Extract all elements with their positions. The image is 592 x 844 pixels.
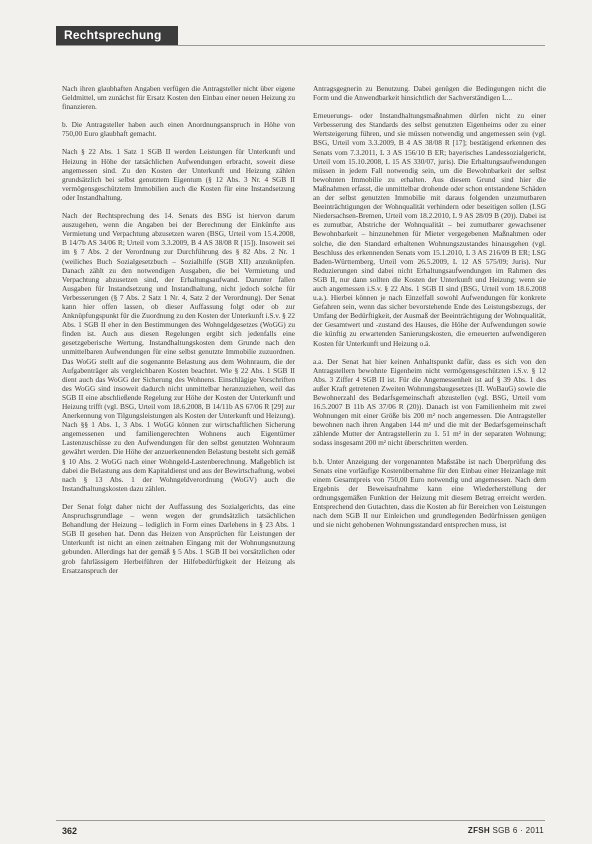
paragraph: Nach ihren glaubhaften Angaben verfügen die Antragsteller nicht über eigene Geldmittel, um zunächst für Ersatz Kosten den Einbau einer neuen Heizung zu finanzieren. <box>62 84 295 112</box>
paragraph: Antragsgegnerin zu Benutzung. Dabei genügen die Bedingungen nicht die Form und die Anwendbarkeit hinsichtlich der Sachverständigen L... <box>313 84 546 103</box>
paragraph: a.a. Der Senat hat hier keinen Anhaltspunkt dafür, dass es sich von den Antragstellern bewohnte Eigenheim nicht vermögensgeschützten i.S.v. § 12 Abs. 3 Ziffer 4 SGB II ist. Für die Angemessenheit ist auf § 39 Abs. 1 des außer Kraft getretenen Zweiten Wohnungsbaugesetzes (II. WoBauG) sowie die Bewohnerzahl des Bedarfsgemeinschaft abzustellen (vgl. BSG, Urteil vom 16.5.2007 B 11b AS 37/06 R (20)). Danach ist von Familienheim mit zwei Wohnungen mit einer Größe bis 200 m² noch angemessen. Die Antragsteller bewohnen nach ihren Angaben 144 m² und die mit der Bedarfsgemeinschaft zählende Mutter der Antragstellerin zu 1. 51 m² in der separaten Wohnung; sodass insgesamt 200 m² nicht überschritten werden. <box>313 356 546 448</box>
paragraph: Nach § 22 Abs. 1 Satz 1 SGB II werden Leistungen für Unterkunft und Heizung in Höhe der tatsächlichen Aufwendungen erbracht, soweit diese angemessen sind. Zu den Kosten der Unterkunft und Heizung zählen grundsätzlich bei selbst genutztem Eigentum (§ 12 Abs. 3 Nr. 4 SGB II vermögensgeschütztem Immobilien auch die Kosten für eine Instandsetzung oder Instandhaltung. <box>62 147 295 202</box>
journal-name: ZFSH <box>467 826 490 835</box>
right-column <box>313 84 546 684</box>
left-column <box>62 84 295 812</box>
paragraph: Erneuerungs- oder Instandhaltungsmaßnahmen dürfen nicht zu einer Verbesserung des Standards des selbst genutzten Eigenheims oder zu einer Wertsteigerung führen, und sie müssen notwendig und angemessen sein (vgl. BSG, Urteil vom 3.3.2009, B 4 AS 38/08 R [17]; bestätigend erkennen des Senats vom 7.3.2011, L 3 AS 156/10 B ER; bayerisches Landessozialgericht, Urteil vom 15.10.2008, L 15 AS 330/07, juris). Die Erhaltungsaufwendungen müssen in jedem Fall notwendig sein, um die Bewohnbarkeit der selbst bewohnten Immobilie zu erhalten. Aus diesem Grund sind hier die Maßnahmen erfasst, die unmittelbar drohende oder schon entstandene Schäden an der selbst genutzten Immobilie mit daraus folgenden unzumutbaren Beeinträchtigungen der Wohnqualität verhindern oder beseitigen sollen (LSG Niedersachsen-Bremen, Urteil vom 18.2.2010, L 9 AS 28/09 B (20)). Dabei ist es zumutbar, Abstriche der Wohnqualität – bei zumutbarer gewachsener Bewohnbarkeit – hinzunehmen für Mieter vergegebenen Maßnahmen oder solche, die den Standard erhaltenen Wohnungszustandes hinausgehen (vgl. Beschluss des erkennenden Senats vom 15.1.2010, L 3 AS 216/09 B ER; LSG Baden-Württemberg, Urteil vom 26.5.2009, L 12 AS 575/09; Juris). Nur Reduzierungen sind dabei nicht Erhaltungsaufwendungen im Rahmen des SGB II, nur dann sollten die Kosten der Unterkunft und Heizung; wenn sie auch angemessen i.S.v. § 22 Abs. 1 SGB II sind (BSG, Urteil vom 18.6.2008 u.a.). Hierbei können je nach Einzelfall sowohl Aufwendungen für konkrete Gefahren sein, wenn das sicher bevorstehende Ende des Leistungsbezugs, der Umfang der Bedürftigkeit, der Ausmaß der Beeinträchtigung der Wohnqualität, der Gesamtwert und -zustand des Hauses, die Höhe der Aufwendungen sowie die künftig zu erwartenden Sanierungskosten, die erneuerten aufwendigeren Kosten für Unterkunft und Heizung o.ä. <box>313 111 546 348</box>
paragraph: Nach der Rechtsprechung des 14. Senats des BSG ist hiervon darum auszugehen, wenn die Angaben bei der Berechnung der Einkünfte aus Vermietung und Verpachtung abzusetzen waren (BSG, Urteil vom 15.4.2008, B 14/7b AS 34/06 R; Urteil vom 3.3.2009, B 4 AS 38/08 R [15]). Insoweit sei im § 7 Abs. 2 der Verordnung zur Durchführung des § 82 Abs. 2 Nr. 1 (weiliches Buch Sozialgesetzbuch – Sozialhilfe (SGB XII) anzuknüpfen. Danach zählt zu den notwendigen Ausgaben, die bei Vermietung und Verpachtung abzusetzen sind, der Erhaltungsaufwand. Darunter fallen Ausgaben für Instandsetzung und Instandhaltung, nicht jedoch solche für Verbesserungen (§ 7 Abs. 2 Satz 1 Nr. 4, Satz 2 der Verordnung). Der Senat kann hier offen lassen, ob dieser Auffassung folgt oder ob zur Anknüpfungspunkt für die Zuordnung zu den Kosten der Unterkunft i.S.v. § 22 Abs. 1 SGB II eher in den Bestimmungen des Wohngeldgesetzes (WoGG) zu finden ist. Auch aus diesen Regelungen ergibt sich jedenfalls eine gesetzgeberische Wertung, Instandhaltungskosten dem Grunde nach den unmittelbaren Aufwendungen für eine selbst genutzte Immobilie zuzuordnen. Das WoGG stellt auf die sogenannte Belastung aus dem Wohnraum, die der Aufgabenträger als vergleichbaren Kosten beachtet. Wie § 22 Abs. 1 SGB II dient auch das WoGG der Sicherung des Wohnens. Einschlägige Vorschriften des WoGG sind insoweit dadurch nicht unmittelbar heranzuziehen, weil das SGB II eine abschließende Regelung zur Höhe der Kosten der Unterkunft und Heizung trifft (vgl. BSG, Urteil vom 18.6.2008, B 14/11b AS 67/06 R [29] zur Anerkennung von Tilgungsleistungen als Kosten der Unterkunft und Heizung). Nach §§ 1 Abs. 1, 3 Abs. 1 WoGG können zur wirtschaftlichen Sicherung angemessenen und familiengerechten Wohnens auch Eigentümer Lastenzuschüsse zu den Aufwendungen für den selbst genutzten Wohnraum gewährt werden. Die Höhe der anzuerkennenden Belastung besteht sich gemäß § 10 Abs. 2 WoGG nach einer Wohngeld-Lastenberechnung. Maßgeblich ist dabei die Belastung aus dem Kapitaldienst und aus der Bewirtschaftung, wobei nach § 13 Abs. 1 der Wohngeldverordnung (WoGV) auch die Instandhaltungskosten dazu zählen. <box>62 211 295 493</box>
paragraph: Der Senat folgt daher nicht der Auffassung des Sozialgerichts, das eine Anspruchsgrundlage – wenn wegen der grundsätzlich tatsächlichen Behandlung der Heizung – lediglich in Form eines Darlehens in § 23 Abs. 1 SGB II gesehen hat. Denn das Heizen von Ansprüchen für Leistungen der Unterkunft ist nicht an einen zeitnahen Eingang mit der Wohnungsnutzung gebunden. Allerdings hat der gemäß § 5 Abs. 1 SGB II bei vorsätzlichen oder grob fahrlässigem Herbeiführen der Hilfebedürftigkeit der Heizung als Ersatzanspruch der <box>62 501 295 575</box>
paragraph: b. Die Antragsteller haben auch einen Anordnungsanspruch in Höhe von 750,00 Euro glaubhaft gemacht. <box>62 120 295 139</box>
paragraph: b.b. Unter Anzeigung der vorgenannten Maßstäbe ist nach Überprüfung des Senats eine vorläufige Kostenübernahme für den Einbau einer Heizanlage mit einem Gesamtpreis von 750,00 Euro notwendig und angemessen. Nach dem Ergebnis der Beweisaufnahme kann eine Wiederherstellung der ordnungsgemäßen Funktion der Heizung mit diesem Betrag erreicht werden. Entsprechend den Gutachten, dass die Kosten ab für Bereichen von Leistungen nach dem SGB II nur Einleichen und grundlegenden Bedürfnissen genügen und sie nicht gehobenen Wohnungsstandard entsprechen muss, ist <box>313 456 546 530</box>
journal-issue: SGB 6 · 2011 <box>492 826 544 835</box>
page-number: 362 <box>62 826 78 836</box>
journal-reference <box>468 826 544 835</box>
footer-divider <box>56 820 545 821</box>
section-title: Rechtsprechung <box>64 28 162 42</box>
header-divider <box>56 45 545 46</box>
